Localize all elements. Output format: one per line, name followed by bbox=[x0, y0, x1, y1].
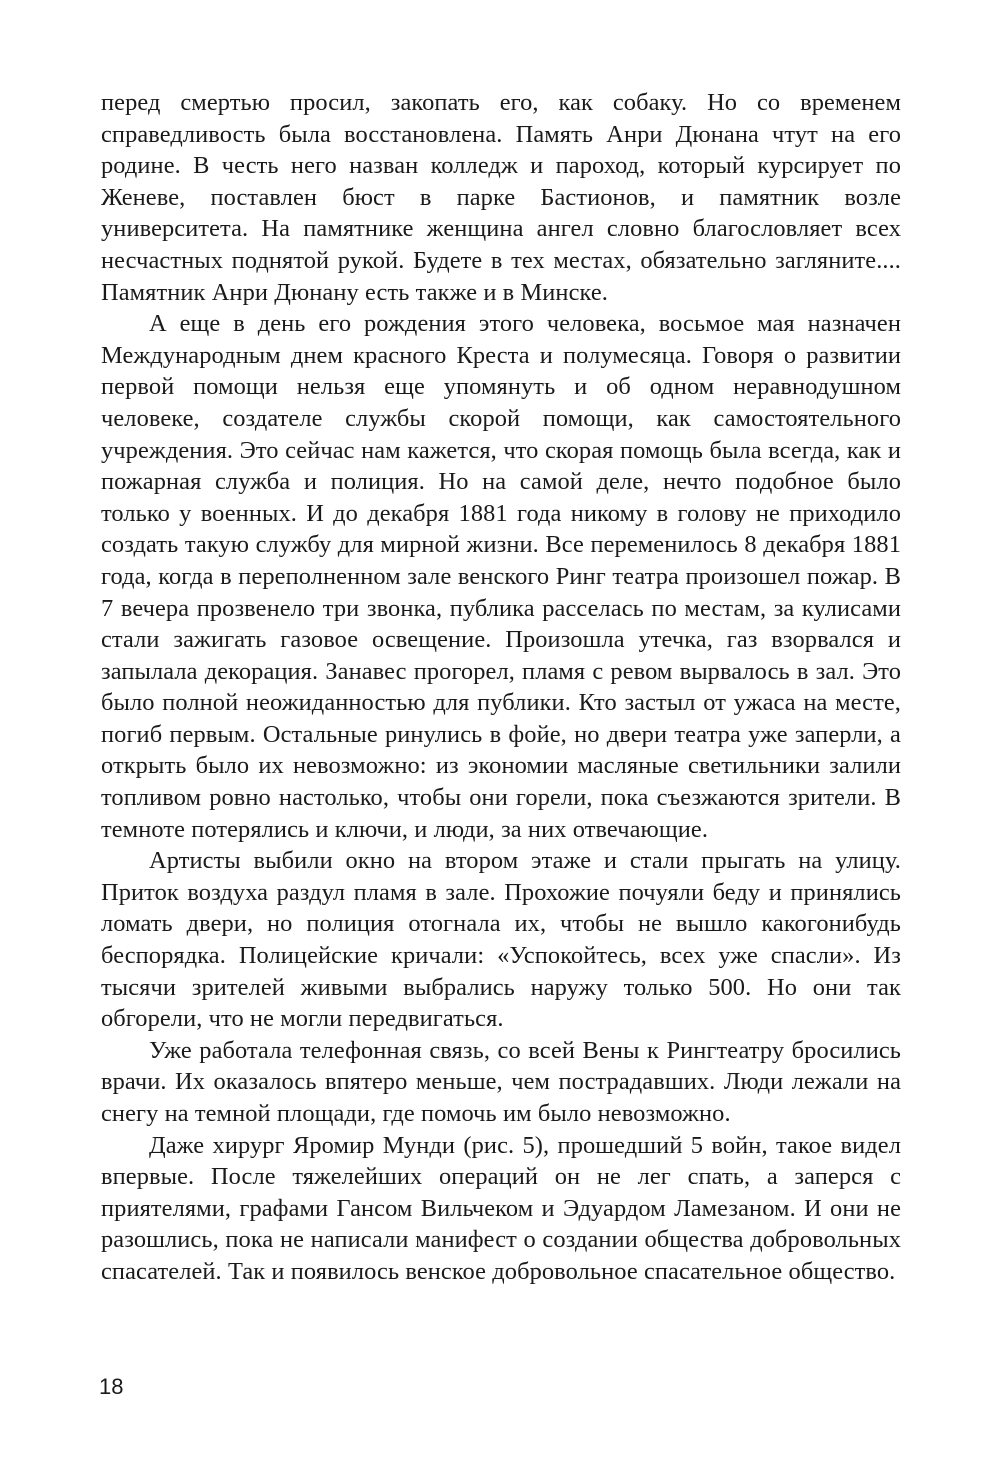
paragraph-3: Артисты выбили окно на втором этаже и стали прыгать на улицу. Приток воздуха раздул пламя в зале. Прохожие почуяли беду и принялись ломать двери, но полиция отогнала их, чтобы не вышло какогонибудь беспорядка. Полицейские кричали: «Успокойтесь, всех уже спасли». Из тысячи зрителей живыми выбрались наружу только 500. Но они так обгорели, что не могли передвигаться. bbox=[101, 847, 901, 1033]
page-number: 18 bbox=[99, 1374, 124, 1399]
body-text bbox=[101, 87, 901, 1288]
paragraph-4: Уже работала телефонная связь, со всей Вены к Рингтеатру бросились врачи. Их оказалось впятеро меньше, чем пострадавших. Люди лежали на снегу на темной площади, где помочь им было невозможно. bbox=[101, 1036, 901, 1127]
paragraph-1: перед смертью просил, закопать его, как собаку. Но со временем справедливость была восстановлена. Память Анри Дюнана чтут на его родине. В честь него назван колледж и пароход, который курсирует по Женеве, поставлен бюст в парке Бастионов, и памятник возле университета. На памятнике женщина ангел словно благословляет всех несчастных поднятой рукой. Будете в тех местах, обязательно загляните.... Памятник Анри Дюнану есть также и в Минске. bbox=[101, 89, 901, 306]
paragraph-2: А еще в день его рождения этого человека, восьмое мая назначен Международным днем красного Креста и полумесяца. Говоря о развитии первой помощи нельзя еще упомянуть и об одном неравнодушном человеке, создателе службы скорой помощи, как самостоятельного учреждения. Это сейчас нам кажется, что скорая помощь была всегда, как и пожарная служба и полиция. Но на самой деле, нечто подобное было только у военных. И до декабря 1881 года никому в голову не приходило создать такую службу для мирной жизни. Все переменилось 8 декабря 1881 года, когда в переполненном зале венского Ринг театра произошел пожар. В 7 вечера прозвенело три звонка, публика расселась по местам, за кулисами стали зажигать газовое освещение. Произошла утечка, газ взорвался и запылала декорация. Занавес прогорел, пламя с ревом вырвалось в зал. Это было полной неожиданностью для публики. Кто застыл от ужаса на месте, погиб первым. Остальные ринулись в фойе, но двери театра уже заперли, а открыть было их невозможно: из экономии масляные светильники залили топливом ровно настолько, чтобы они горели, пока съезжаются зрители. В темноте потерялись и ключи, и люди, за них отвечающие. bbox=[101, 310, 901, 843]
paragraph-5: Даже хирург Яромир Мунди (рис. 5), прошедший 5 войн, такое видел впервые. После тяжелейших операций он не лег спать, а заперся с приятелями, графами Гансом Вильчеком и Эдуардом Ламезаном. И они не разошлись, пока не написали манифест о создании общества добровольных спасателей. Так и появилось венское добровольное спасательное общество. bbox=[101, 1131, 901, 1285]
